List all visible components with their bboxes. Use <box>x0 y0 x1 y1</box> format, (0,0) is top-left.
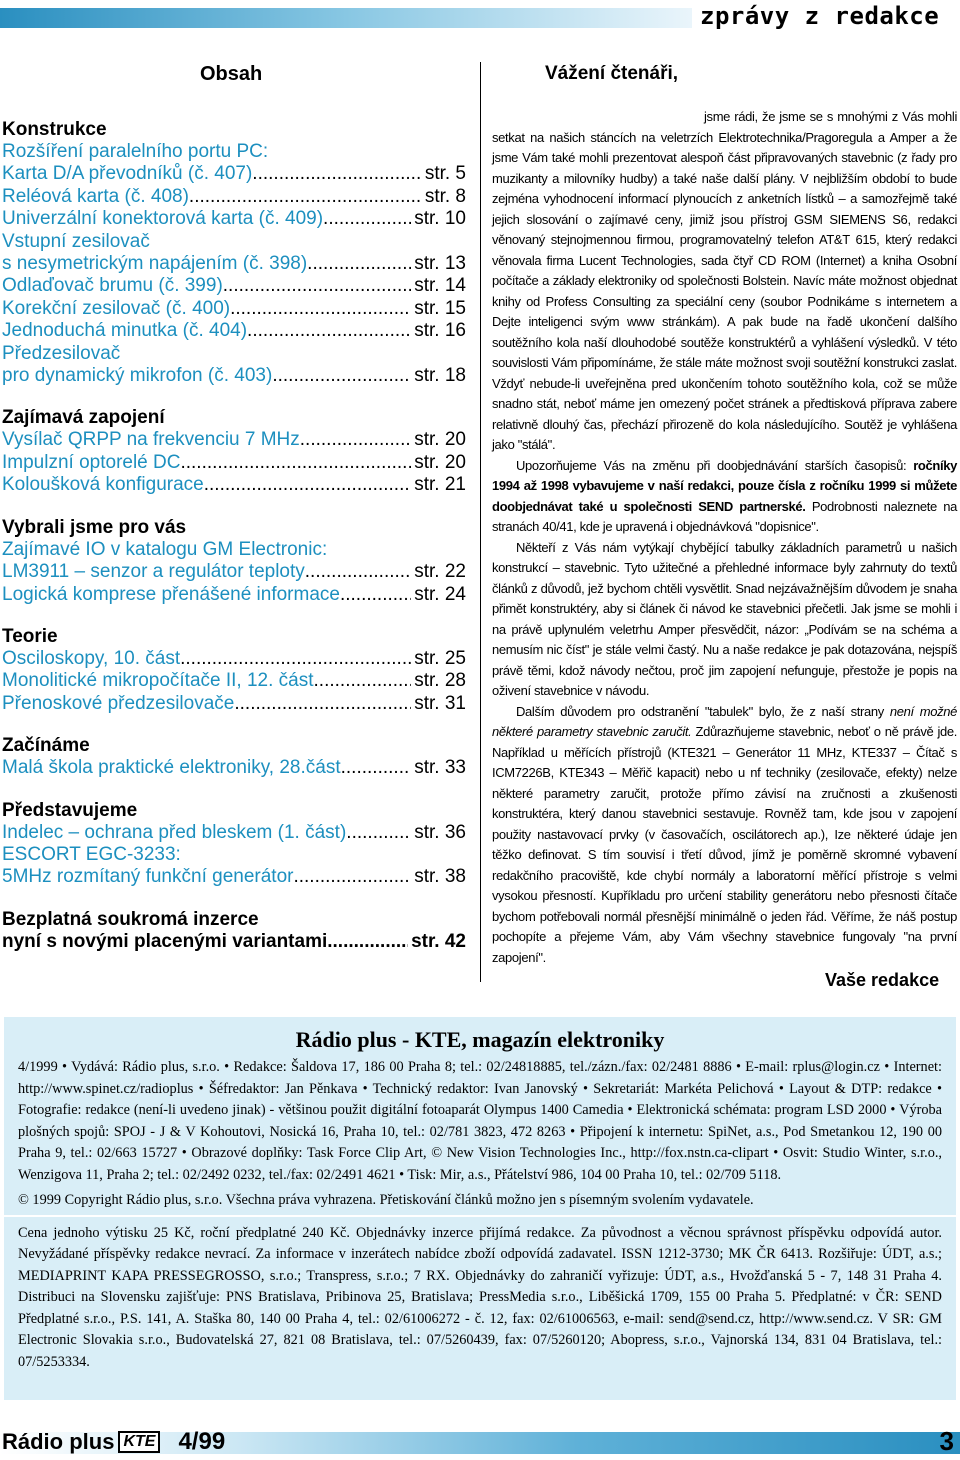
toc-entry-title: LM3911 – senzor a regulátor teploty <box>2 561 305 583</box>
toc-section <box>2 800 466 889</box>
toc-leader-dots <box>252 163 422 185</box>
letter-signature: Vaše redakce <box>825 970 940 990</box>
toc-section-title: Bezplatná soukromá inzerce <box>2 908 259 930</box>
toc-entry-page: str. 21 <box>414 474 466 496</box>
toc-entry[interactable] <box>2 320 466 342</box>
toc-entry[interactable] <box>2 163 466 185</box>
toc-entry-title: Korekční zesilovač (č. 400) <box>2 297 231 319</box>
toc-entry[interactable] <box>2 429 466 451</box>
toc-entry-page: str. 36 <box>414 821 466 843</box>
toc-leader-dots <box>272 365 411 387</box>
toc-section <box>2 909 466 953</box>
kte-logo: KTE <box>118 1431 160 1453</box>
toc-entry[interactable] <box>2 561 466 583</box>
toc-entry[interactable] <box>2 584 466 606</box>
toc-entry-title: ESCORT EGC-3233: <box>2 843 181 865</box>
letter-paragraph: Upozorňujeme Vás na změnu při doobjednávání starších časopisů: ročníky 1994 až 1998 vybavujeme v naší redakci, pouze čísla z ročníku 1999 si můžete doobjednávat také u společnosti SEND partnerské. Podrobnosti naleznete na stranách 40/41, kde je upravená i objednávková "dopisnice". <box>492 457 958 534</box>
toc-leader-dots <box>300 429 411 451</box>
toc-entry-page: str. 10 <box>414 208 466 230</box>
toc-leader-dots <box>223 275 411 297</box>
toc-section-title: Konstrukce <box>2 119 107 140</box>
toc-entry-title: Rozšíření paralelního portu PC: <box>2 141 269 162</box>
toc-entry-title: Jednoduchá minutka (č. 404) <box>2 320 248 342</box>
toc-entry[interactable] <box>2 757 466 779</box>
toc-entry-title: Odlaďovač brumu (č. 399) <box>2 275 223 297</box>
copyright-notice: © 1999 Copyright Rádio plus, s.r.o. Všechna práva vyhrazena. Přetiskování článků možno jen s písemným svolením vydavatele. <box>18 1192 754 1208</box>
bold-notice: ročníky 1994 až 1998 vybavujeme v naší redakci, pouze čísla z ročníku 1999 si můžete doobjednávat také u společnosti SEND partnerské. <box>492 457 957 514</box>
toc-entry[interactable] <box>2 343 466 365</box>
footer-brand <box>2 1428 225 1456</box>
toc-entry-title: nyní s novými placenými variantami <box>2 930 328 952</box>
toc-section-title: Teorie <box>2 625 58 647</box>
toc-entry-page: str. 38 <box>414 866 466 888</box>
toc-entry-title: Osciloskopy, 10. část <box>2 647 181 669</box>
toc-entry-page: str. 8 <box>424 185 466 207</box>
toc-entry-page: str. 18 <box>414 365 466 387</box>
toc-leader-dots <box>340 584 411 606</box>
toc-leader-dots <box>247 320 411 342</box>
toc-leader-dots <box>307 253 411 275</box>
toc-entry-page: str. 20 <box>414 429 466 451</box>
footer-issue: 4/99 <box>178 1428 226 1455</box>
toc-entry[interactable] <box>2 253 466 275</box>
toc-entry[interactable] <box>2 208 466 230</box>
toc-entry[interactable] <box>2 931 466 953</box>
toc-entry-title: Impulzní optorelé DC <box>2 451 181 473</box>
toc-entry[interactable] <box>2 365 466 387</box>
toc-leader-dots <box>230 298 411 320</box>
toc-leader-dots <box>180 452 411 474</box>
masthead-box <box>4 1017 956 1400</box>
toc-entry[interactable] <box>2 275 466 297</box>
italic-phrase: není možné některé parametry stavebnic zaručit. <box>492 703 957 739</box>
toc-entry[interactable] <box>2 298 466 320</box>
toc-entry-page: str. 31 <box>414 692 466 714</box>
header-gradient-bar <box>0 8 692 28</box>
toc-entry-title: pro dynamický mikrofon (č. 403) <box>2 365 273 387</box>
letter-paragraph: jsme rádi, že jsme se s mnohými z Vás mohli setkat na našich stáncích na veletrzích Elektrotechnika/Pragoregula a Amper a že jsme Vám také mohli prezentovat alespoň část připravovaných stavebnic (z řady pro muzikanty a milovníky hudby) a také naše další plány. V nejbližším období to bude zejména vyhodnocení informací plynoucích z anketních lístků – a samozřejmě také jejich slosování o zajímavé ceny, jimiž jsou přístroj GSM SIEMENS S6, redakci věnovaný stejnojmennou firmou, programovatelný telefon AT&T 615, který redakci věnovala firma Lucent Technologies, sada čtyř CD ROM (Internet) a kniha Osobní počítače a základy elektroniky od společnosti Bolstein. Navíc máte možnost objednat knihy od Profess Consulting za speciální ceny (soubor Podnikáme s internetem a Dejte inteligenci svým www stránkám). A pak bude na řadě ukončení dalšího soutěžního kola naší dlouhodobé soutěže konstruktérů a vyhlášení výsledků. V této souvislosti Vám připomínáme, že stále máte možnost svoji soutěžní konstrukci zaslat. Vždyť nebude-li uveřejněna pred ukončením tohoto soutěžního kola, což se může snadno stát, neboť máme jen omezený počet stránek a předtisková příprava zabere relativně dlouhý čas, přechází přirozeně do kola následujícího. Soutěž je vyhlášena jako "stálá". <box>492 109 957 452</box>
toc-entry-page: str. 24 <box>414 583 466 605</box>
toc-entry-page: str. 42 <box>411 930 466 952</box>
toc-leader-dots <box>346 822 411 844</box>
toc-entry-page: str. 33 <box>414 757 466 779</box>
toc-entry-title: Vysílač QRPP na frekvenciu 7 MHz <box>2 429 300 451</box>
toc-entry-title: Malá škola praktické elektroniky, 28.část <box>2 757 341 779</box>
toc-section-title: Vybrali jsme pro vás <box>2 516 187 538</box>
toc-entry-title: s nesymetrickým napájením (č. 398) <box>2 253 308 275</box>
toc-leader-dots <box>323 208 411 230</box>
toc-section <box>2 407 466 496</box>
toc-section <box>2 735 466 779</box>
toc-entry[interactable] <box>2 648 466 670</box>
toc-entry-page: str. 28 <box>414 670 466 692</box>
toc-entry[interactable] <box>2 844 466 866</box>
section-title: zprávy z redakce <box>700 2 940 30</box>
toc-entry-title: Zajímavé IO v katalogu GM Electronic: <box>2 538 328 560</box>
toc-entry-title: Reléová karta (č. 408) <box>2 185 189 207</box>
toc-entry-page: str. 14 <box>414 275 466 297</box>
toc-entry-page: str. 13 <box>414 253 466 275</box>
toc-heading: Obsah <box>200 63 263 85</box>
toc-entry-title: Monolitické mikropočítače II, 12. část <box>2 670 314 692</box>
letter-greeting: Vážení čtenáři, <box>545 63 679 84</box>
toc-entry[interactable] <box>2 693 466 715</box>
toc-entry-title: Indelec – ochrana před bleskem (1. část) <box>2 821 347 843</box>
column-divider <box>480 62 481 982</box>
toc-section <box>2 119 466 387</box>
toc-leader-dots <box>189 186 422 208</box>
toc-entry-title: Vstupní zesilovač <box>2 230 150 252</box>
toc-entry-title: Předzesilovač <box>2 342 121 364</box>
toc-leader-dots <box>305 561 411 583</box>
footer-brand-name: Rádio plus <box>2 1429 115 1454</box>
toc-leader-dots <box>180 648 411 670</box>
toc-entry-title: Karta D/A převodníků (č. 407) <box>2 163 253 185</box>
toc-entry[interactable] <box>2 539 466 561</box>
masthead-title: Rádio plus - KTE, magazín elektroniky <box>295 1027 665 1052</box>
toc-entry[interactable] <box>2 822 466 844</box>
toc-entry-title: Koloušková konfigurace <box>2 474 204 496</box>
toc-leader-dots <box>293 866 411 888</box>
toc-entry[interactable] <box>2 141 466 163</box>
toc-entry-title: Logická komprese přenášené informace <box>2 583 340 605</box>
toc-entry-page: str. 22 <box>414 561 466 583</box>
toc-entry-page: str. 15 <box>414 297 466 319</box>
toc-entry-title: 5MHz rozmítaný funkční generátor <box>2 866 294 888</box>
toc-entry[interactable] <box>2 231 466 253</box>
toc-entry-page: str. 20 <box>414 451 466 473</box>
masthead-publisher-info: 4/1999 • Vydává: Rádio plus, s.r.o. • Redakce: Šaldova 17, 186 00 Praha 8; tel.: 02/24818885, tel./zázn./fax: 02/2481 8886 • E-mail: rplus@login.cz • Internet: http://www.spinet.cz/radioplus • Šéfredaktor: Jan Pěnkava • Technický redaktor: Ivan Janovský • Sekretariát: Markéta Pelichová • Layout & DTP: redakce • Fotografie: redakce (není-li uvedeno jinak) - většinou použit digitální fotoaparát Olympus 1400 Camedia • Elektronická schémata: program LSD 2000 • Výroba plošných spojů: SPOJ - J & V Kohoutovi, Nosická 16, Praha 10, tel.: 02/781 3823, 472 8263 • Připojení k internetu: SpiNet, a.s., Pod Smetankou 12, 190 00 Praha 9, tel.: 02/663 15727 • Obrazové doplňky: Task Force Clip Art, © New Vision Technologies Inc., http://fox.nstn.ca-clipart • Osvit: Studio Winter, s.r.o., Wenzigova 11, Praha 2; tel.: 02/2492 0232, tel./fax: 02/2491 4621 • Tisk: Mir, a.s., Přátelství 986, 104 00 Praha 10, tel.: 02/709 5118. <box>18 1059 942 1183</box>
toc-leader-dots <box>341 757 412 779</box>
toc-leader-dots <box>204 474 412 496</box>
toc-section <box>2 626 466 715</box>
toc-section-title: Zajímavá zapojení <box>2 407 165 429</box>
toc-leader-dots <box>327 931 408 953</box>
toc-entry[interactable] <box>2 474 466 496</box>
masthead-distribution-info: Cena jednoho výtisku 25 Kč, roční předplatné 240 Kč. Objednávky inzerce přijímá redakce. Za původnost a věcnou správnost příspěvku odpovídá autor. Nevyžádané příspěvky redakce nevrací. Za informace v inzerátech nabídce zboží odpovídá zadavatel. ISSN 1212-3730; MK ČR 6413. Rozšiřuje: ÚDT, a.s.; MEDIAPRINT KAPA PRESSEGROSSO, s.r.o.; Transpress, s.r.o.; 7 RX. Objednávky do zahraničí vyřizuje: ÚDT, a.s., Hvožďanská 5 - 7, 148 31 Praha 4. Distribuci na Slovensku zajišťuje: PNS Bratislava, Pribinova 25, Bratislava; PressMedia s.r.o., Liběšická 1709, 155 00 Praha 5. Předplatné: v ČR: SEND Předplatné s.r.o., P.S. 141, A. Staška 80, 140 00 Praha 4, tel.: 02/61006272 - č. 12, fax: 02/61006563, e-mail: send@send.cz, http://www.send.cz. V SR: GM Electronic Slovakia s.r.o., Budovatelská 27, 821 08 Bratislava, tel.: 07/5260439, fax: 07/5260120; Abopress, s.r.o., Vajnorská 134, 831 04 Bratislava, tel.: 07/5253334. <box>18 1224 942 1370</box>
page-number: 3 <box>939 1426 954 1456</box>
toc-entry[interactable] <box>2 670 466 692</box>
toc-entry[interactable] <box>2 866 466 888</box>
masthead-separator <box>4 1215 956 1217</box>
toc-entry[interactable] <box>2 452 466 474</box>
toc-entry-title: Univerzální konektorová karta (č. 409) <box>2 208 324 230</box>
toc-entry-page: str. 25 <box>414 647 466 669</box>
toc-entry-page: str. 16 <box>414 320 466 342</box>
toc-section <box>2 517 466 606</box>
toc-entry-title: Přenoskové předzesilovače <box>2 692 235 714</box>
editorial-letter <box>492 107 957 968</box>
letter-paragraph: Někteří z Vás nám vytýkají chybějící tabulky základních parametrů u našich konstrukcí – stavebnic. Tyto užitečné a přehledné informace byly zahrnuty do textů článků z důvodů, jež bychom chtěli vysvětlit. Snad nejzávažnějším důvodem je snaha přimět konstruktéry, aby si článek či návod ke stavebnici přečetli. Jak jsme se mohli i na právě uplynulém veletrhu Amper přesvědčit, názor: „Podívám se na schéma a nemusím nic číst" je stále velmi častý. Nu a naše redakce je pak dotazována, nejspíš právě těmi, kdož návody nečtou, proč jim zapojení nefunguje, přestože je popis na oživení stavebnice v návodu. <box>492 539 957 698</box>
table-of-contents <box>2 119 466 973</box>
toc-entry-page: str. 5 <box>424 163 466 185</box>
toc-entry[interactable] <box>2 186 466 208</box>
toc-section-title: Začínáme <box>2 735 90 757</box>
toc-leader-dots <box>314 670 412 692</box>
letter-paragraph: Dalším důvodem pro odstranění "tabulek" bylo, že z naší strany není možné některé parametry stavebnic zaručit. Zdůrazňujeme stavebnic, neboť o ně právě jde. Například u měřících přístrojů (KTE321 – Generátor 11 MHz, KTE337 – Čítač s ICM7226B, KTE343 – Měřič kapacit) nebo u nf techniky (zesilovače, efekty) nelze některé parametry zaručit, protože přímo závisí na zručnosti a zkušenosti konstruktéra, který danou stavebnici sestavuje. Rovněž tam, kde jsou v zapojení použity nastavovací prvky (v časovačích, oscilátorech ap.), Ize některé údaje jen těžko definovat. S tím souvisí i třetí důvod, jímž je poměrně skromné vybavení redakčního pracoviště, kde chybí normály a laboratorní měřící přístroje s velmi vysokou přesností. Kupříkladu pro určení stability generátoru nebo přesnosti čítače bychom potřebovali normál přesnější minimálně o jeden řád. Věříme, že náš postup pochopíte a přejeme Vám, aby Vám všechny stavebnice fungovaly "na první zapojení". <box>492 703 957 965</box>
toc-section-title: Představujeme <box>2 799 138 821</box>
toc-leader-dots <box>234 693 411 715</box>
